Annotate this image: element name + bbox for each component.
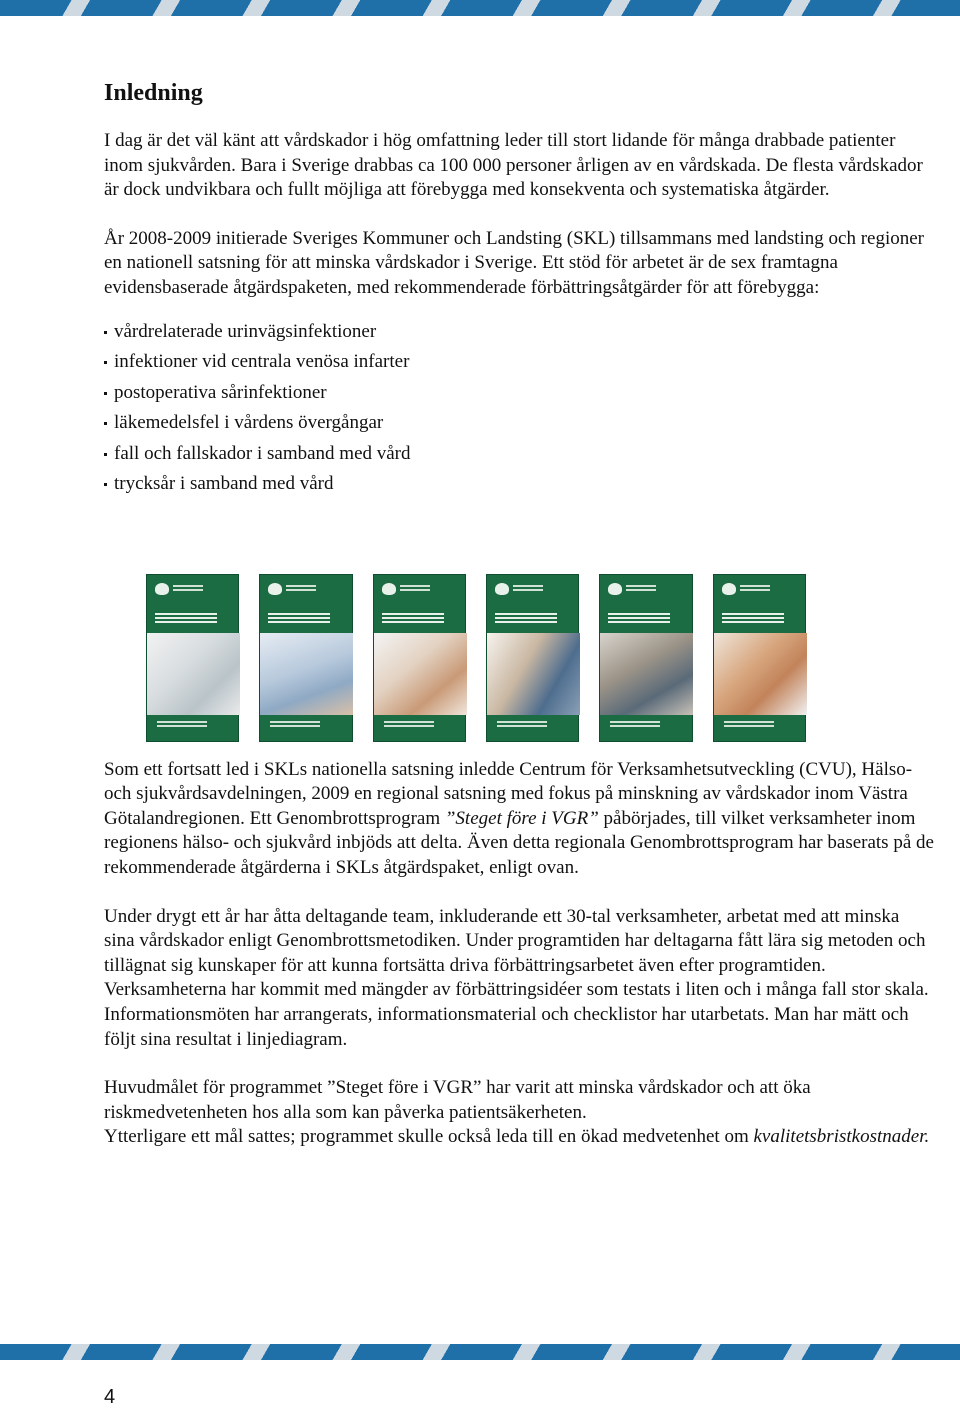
- booklet-photo: [260, 633, 353, 715]
- booklet-falls: [599, 574, 692, 742]
- program-name: ”Steget före i VGR”: [444, 807, 599, 829]
- logo-text-lines: [173, 585, 203, 591]
- skl-logo-icon: [268, 583, 282, 595]
- booklet-photo: [487, 633, 580, 715]
- intro-paragraph: I dag är det väl känt att vårdskador i hög omfattning leder till stort lidande för många drabbade patienter inom sjukvården. Bara i Sverige drabbas ca 100 000 personer årligen av en vårdskada. De flesta vårdskador är dock undvikbara och fullt möjliga att förebygga med konsekventa och systematiska åtgärder.: [104, 130, 923, 201]
- skl-logo-icon: [608, 583, 622, 595]
- skl-paragraph: År 2008-2009 initierade Sveriges Kommuner och Landsting (SKL) tillsammans med landsting och regioner en nationell satsning för att minska vårdskador i Sverige. Ett stöd för arbetet är de sex framtagna evidensbaserade åtgärdspaketen, med rekommenderade förbättringsåtgärder för att förebygga:: [104, 227, 924, 298]
- list-item: infektioner vid centrala venösa infarter: [104, 347, 934, 378]
- booklet-central-venous-infections: [259, 574, 352, 742]
- booklet-footer-lines: [724, 721, 774, 729]
- list-item: läkemedelsfel i vårdens övergångar: [104, 408, 934, 439]
- booklet-photo: [600, 633, 693, 715]
- booklet-title-lines: [495, 613, 557, 623]
- page-title: Inledning: [104, 80, 203, 106]
- booklet-photo: [374, 633, 467, 715]
- booklet-urinary-infections: [146, 574, 239, 742]
- booklet-footer-lines: [610, 721, 660, 729]
- quality-cost-term: kvalitetsbristkostnader.: [753, 1126, 930, 1148]
- list-item: trycksår i samband med vård: [104, 469, 934, 500]
- page-number: 4: [104, 1386, 116, 1408]
- booklet-footer-lines: [384, 721, 434, 729]
- regional-text-end: påbörjades, till vilket verksamheter inom regionens hälso- och sjukvård inbjöds att delta. Även detta regionala Genombrottsprogram har baserats på de rekommenderade åtgärderna i SKLs åtgärdspaket, enligt ovan.: [104, 807, 934, 878]
- regional-paragraph: [104, 758, 934, 881]
- main-goal-text: Huvudmålet för programmet ”Steget före i VGR” har varit att minska vårdskador och att öka riskmedvetenheten hos alla som kan påverka patientsäkerheten.: [104, 1077, 811, 1123]
- booklet-pressure-ulcers: [713, 574, 806, 742]
- booklet-medication-errors: [486, 574, 579, 742]
- booklet-title-lines: [608, 613, 670, 623]
- skl-logo-icon: [382, 583, 396, 595]
- skl-logo-icon: [495, 583, 509, 595]
- goals-paragraph: [104, 1076, 934, 1150]
- top-decorative-stripe: [0, 0, 960, 16]
- action-package-booklets-image: [146, 574, 806, 742]
- skl-logo-icon: [155, 583, 169, 595]
- booklet-photo: [714, 633, 807, 715]
- booklet-title-lines: [382, 613, 444, 623]
- skl-logo-icon: [722, 583, 736, 595]
- logo-text-lines: [740, 585, 770, 591]
- logo-text-lines: [286, 585, 316, 591]
- logo-text-lines: [626, 585, 656, 591]
- booklet-surgical-wound-infections: [373, 574, 466, 742]
- booklet-title-lines: [268, 613, 330, 623]
- secondary-goal-text: Ytterligare ett mål sattes; programmet skulle också leda till en ökad medvetenhet om: [104, 1126, 754, 1148]
- booklet-footer-lines: [157, 721, 207, 729]
- booklet-title-lines: [722, 613, 784, 623]
- logo-text-lines: [400, 585, 430, 591]
- booklet-footer-lines: [497, 721, 547, 729]
- logo-text-lines: [513, 585, 543, 591]
- regional-text-start: Som ett fortsatt led i SKLs nationella satsning inledde Centrum för Verksamhetsutveckling (CVU), Hälso- och sjukvårdsavdelningen, 2009 en regional satsning med fokus på minskning av vårdskador inom Västra Götalandregionen. Ett Genombrottsprogram: [104, 758, 913, 829]
- teams-paragraph: Under drygt ett år har åtta deltagande team, inkluderande ett 30-tal verksamheter, arbetat med att minska sina vårdskador enligt Genombrottsmetodiken. Under programtiden har deltagarna fått lära sig metoden och tillägnat sig kunskaper för att kunna fortsätta driva förbättringsarbetet även efter programtiden. Verksamheterna har kommit med mängder av förbättringsidéer som testats i liten och i många fall stor skala. Informationsmöten har arrangerats, informationsmaterial och checklistor har utarbetats. Man har mätt och följt sina resultat i linjediagram.: [104, 905, 929, 1050]
- booklet-footer-lines: [270, 721, 320, 729]
- list-item: postoperativa sårinfektioner: [104, 378, 934, 409]
- list-item: fall och fallskador i samband med vård: [104, 439, 934, 470]
- bottom-decorative-stripe: [0, 1344, 960, 1360]
- action-package-list: [104, 317, 934, 500]
- booklet-title-lines: [155, 613, 217, 623]
- list-item: vårdrelaterade urinvägsinfektioner: [104, 317, 934, 348]
- booklet-photo: [147, 633, 240, 715]
